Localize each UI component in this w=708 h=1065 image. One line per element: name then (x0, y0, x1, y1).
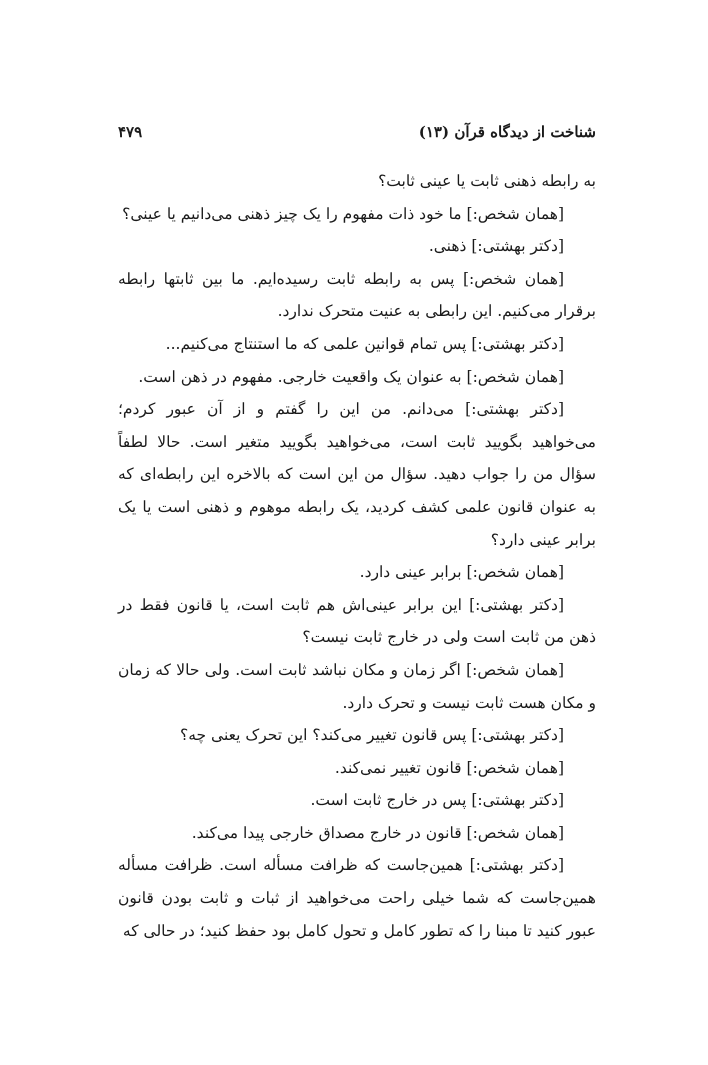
paragraph: [دکتر بهشتی:] پس قانون تغییر می‌کند؟ این تحرک یعنی چه؟ (180, 726, 564, 745)
paragraph: [همان شخص:] برابر عینی دارد. (359, 563, 564, 582)
paragraph: به رابطه ذهنی ثابت یا عینی ثابت؟ (378, 172, 596, 190)
paragraph: [همان شخص:] قانون تغییر نمی‌کند. (334, 758, 564, 777)
paragraph: [دکتر بهشتی:] این برابر عینی‌اش هم ثابت است، یا قانون فقط در ذهن من ثابت است ولی در خارج ثابت نیست؟ (118, 595, 596, 647)
paragraph: [همان شخص:] پس به رابطه ثابت رسیده‌ایم. ما بین ثابتها رابطه برقرار می‌کنیم. این رابطی به عنیت متحرک ندارد. (118, 269, 596, 321)
paragraph: [همان شخص:] به عنوان یک واقعیت خارجی. مفهوم در ذهن است. (138, 367, 564, 386)
body-text (118, 165, 596, 947)
paragraph: [دکتر بهشتی:] ذهنی. (428, 237, 564, 256)
paragraph: [دکتر بهشتی:] پس در خارج ثابت است. (310, 791, 564, 810)
paragraph: [همان شخص:] اگر زمان و مکان نباشد ثابت است. ولی حالا که زمان و مکان هست ثابت نیست و تحرک دارد. (118, 660, 596, 712)
paragraph: [دکتر بهشتی:] پس تمام قوانین علمی که ما استنتاج می‌کنیم... (165, 334, 564, 353)
paragraph: [همان شخص:] قانون در خارج مصداق خارجی پیدا می‌کند. (191, 823, 564, 842)
page-number: ۴۷۹ (118, 123, 143, 141)
paragraph: [دکتر بهشتی:] می‌دانم. من این را گفتم و از آن عبور کردم؛ می‌خواهید بگویید ثابت است، می‌خواهید بگویید متغیر است. حالا لطفاً سؤال من را جواب دهید. سؤال من این است که بالاخره این رابطه‌ای که به عنوان قانون علمی کشف کردید، یک رابطه موهوم و ذهنی است یا یک برابر عینی دارد؟ (118, 400, 596, 549)
running-header (118, 120, 596, 144)
running-header-title: شناخت از دیدگاه قرآن (۱۳) (418, 123, 596, 141)
paragraph: [همان شخص:] ما خود ذات مفهوم را یک چیز ذهنی می‌دانیم یا عینی؟ (122, 204, 564, 223)
paragraph: [دکتر بهشتی:] همین‌جاست که ظرافت مسأله است. ظرافت مسأله همین‌جاست که شما خیلی راحت می‌خواهید از ثبات و ثابت بودن قانون عبور کنید تا مبنا را که تطور کامل و تحول کامل بود حفظ کنید؛ در حالی که (118, 856, 596, 940)
